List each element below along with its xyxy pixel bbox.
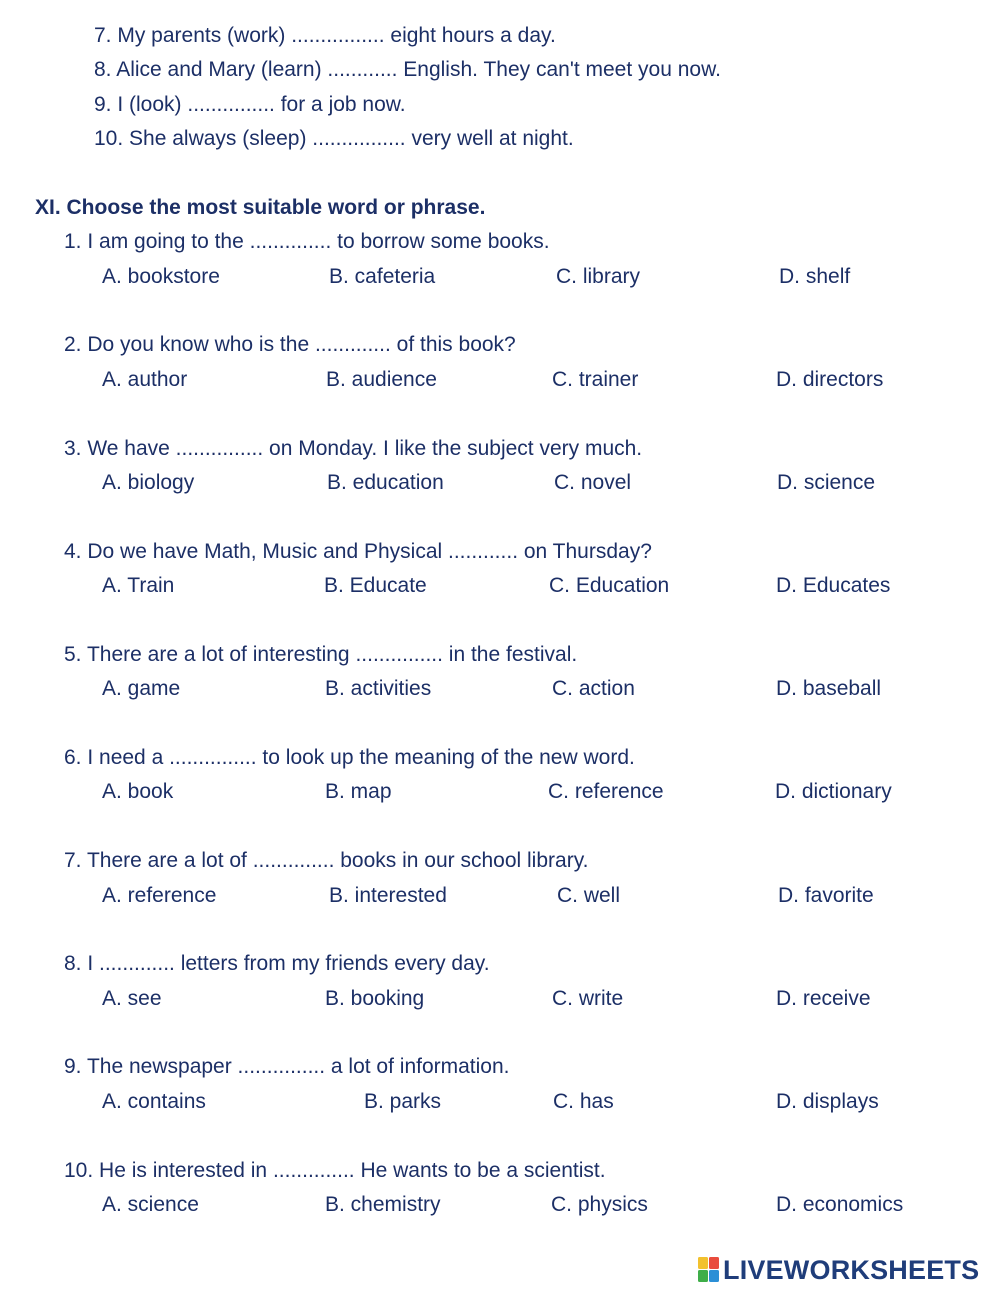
question-stem: 4. Do we have Math, Music and Physical ............ on Thursday? bbox=[64, 540, 652, 563]
option-b[interactable]: B. booking bbox=[325, 987, 425, 1010]
option-c[interactable]: C. reference bbox=[548, 780, 664, 803]
option-b[interactable]: B. Educate bbox=[324, 574, 427, 597]
question-stem: 5. There are a lot of interesting ............... in the festival. bbox=[64, 643, 578, 666]
question-stem: 10. He is interested in .............. He wants to be a scientist. bbox=[64, 1159, 606, 1182]
option-b[interactable]: B. map bbox=[325, 780, 392, 803]
option-a[interactable]: A. contains bbox=[102, 1090, 206, 1113]
option-c[interactable]: C. has bbox=[553, 1090, 614, 1113]
option-d[interactable]: D. directors bbox=[776, 368, 884, 391]
prev-item-7: 7. My parents (work) ................ eight hours a day. bbox=[94, 24, 556, 47]
option-b[interactable]: B. education bbox=[327, 471, 444, 494]
option-d[interactable]: D. favorite bbox=[778, 884, 874, 907]
option-c[interactable]: C. Education bbox=[549, 574, 670, 597]
question-stem: 2. Do you know who is the ............. of this book? bbox=[64, 333, 516, 356]
question-stem: 3. We have ............... on Monday. I like the subject very much. bbox=[64, 437, 643, 460]
option-b[interactable]: B. parks bbox=[364, 1090, 442, 1113]
option-c[interactable]: C. library bbox=[556, 265, 641, 288]
option-b[interactable]: B. chemistry bbox=[325, 1193, 441, 1216]
question-stem: 8. I ............. letters from my friends every day. bbox=[64, 952, 490, 975]
option-d[interactable]: D. receive bbox=[776, 987, 871, 1010]
option-d[interactable]: D. science bbox=[777, 471, 876, 494]
option-c[interactable]: C. physics bbox=[551, 1193, 648, 1216]
option-d[interactable]: D. shelf bbox=[779, 265, 851, 288]
option-b[interactable]: B. interested bbox=[329, 884, 447, 907]
option-d[interactable]: D. baseball bbox=[776, 677, 882, 700]
option-c[interactable]: C. action bbox=[552, 677, 635, 700]
option-a[interactable]: A. bookstore bbox=[102, 265, 220, 288]
option-c[interactable]: C. write bbox=[552, 987, 624, 1010]
question-stem: 7. There are a lot of .............. books in our school library. bbox=[64, 849, 589, 872]
question-stem: 9. The newspaper ............... a lot of information. bbox=[64, 1055, 510, 1078]
option-d[interactable]: D. Educates bbox=[776, 574, 891, 597]
liveworksheets-logo bbox=[698, 1255, 979, 1285]
option-c[interactable]: C. well bbox=[557, 884, 621, 907]
option-d[interactable]: D. economics bbox=[776, 1193, 904, 1216]
option-b[interactable]: B. audience bbox=[326, 368, 437, 391]
option-a[interactable]: A. see bbox=[102, 987, 162, 1010]
option-d[interactable]: D. dictionary bbox=[775, 780, 892, 803]
logo-text: LIVEWORKSHEETS bbox=[723, 1255, 980, 1285]
option-b[interactable]: B. cafeteria bbox=[329, 265, 436, 288]
option-c[interactable]: C. novel bbox=[554, 471, 632, 494]
prev-item-8: 8. Alice and Mary (learn) ............ English. They can't meet you now. bbox=[94, 58, 721, 81]
question-stem: 1. I am going to the .............. to borrow some books. bbox=[64, 230, 550, 253]
option-d[interactable]: D. displays bbox=[776, 1090, 879, 1113]
option-c[interactable]: C. trainer bbox=[552, 368, 639, 391]
option-a[interactable]: A. reference bbox=[102, 884, 217, 907]
section-heading: XI. Choose the most suitable word or phrase. bbox=[35, 196, 486, 219]
option-b[interactable]: B. activities bbox=[325, 677, 432, 700]
logo-blocks-icon bbox=[698, 1257, 720, 1283]
option-a[interactable]: A. biology bbox=[102, 471, 195, 494]
prev-item-9: 9. I (look) ............... for a job now. bbox=[94, 93, 406, 116]
option-a[interactable]: A. game bbox=[102, 677, 181, 700]
option-a[interactable]: A. author bbox=[102, 368, 188, 391]
prev-item-10: 10. She always (sleep) ................ very well at night. bbox=[94, 127, 574, 150]
option-a[interactable]: A. science bbox=[102, 1193, 199, 1216]
option-a[interactable]: A. Train bbox=[102, 574, 175, 597]
question-stem: 6. I need a ............... to look up the meaning of the new word. bbox=[64, 746, 635, 769]
option-a[interactable]: A. book bbox=[102, 780, 174, 803]
